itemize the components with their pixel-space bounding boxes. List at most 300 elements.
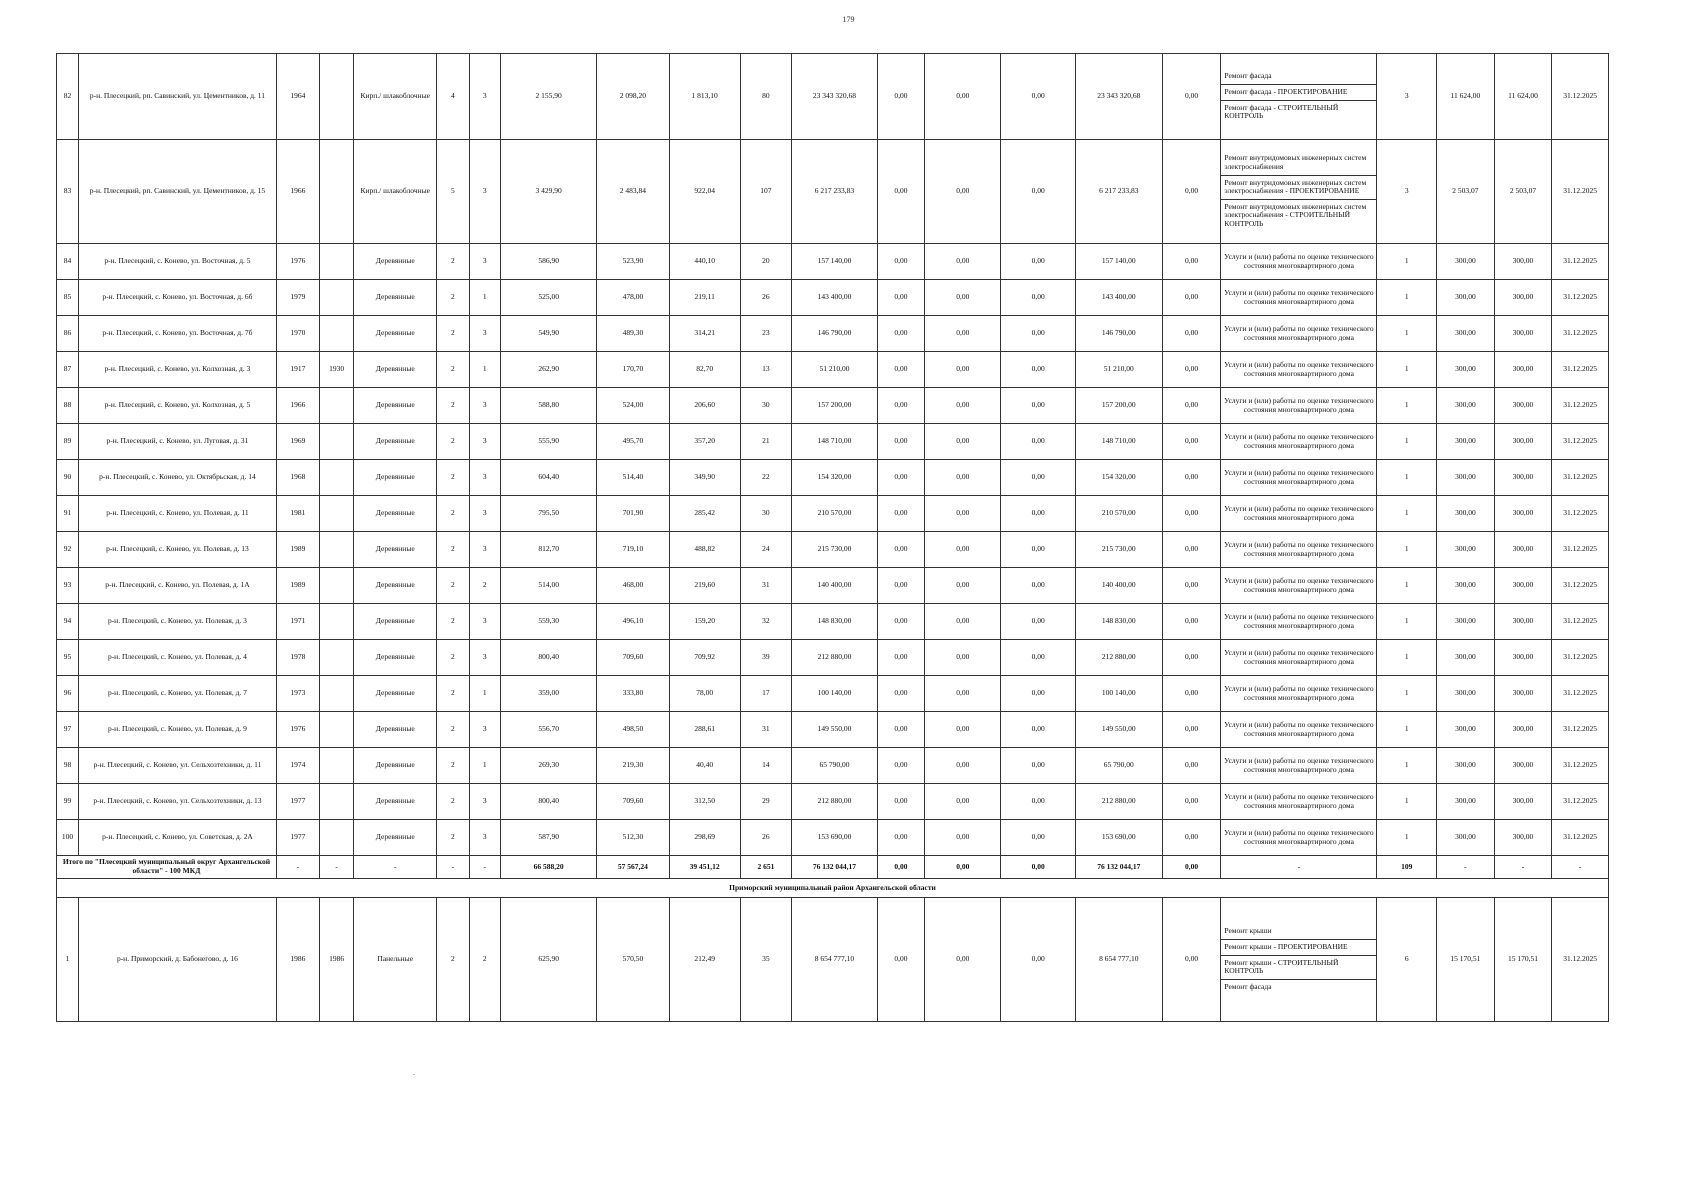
year-reconstr-cell	[319, 496, 354, 532]
fund-cell: 0,00	[877, 712, 924, 748]
year-built-cell: 1977	[276, 820, 319, 856]
address-cell: р-н. Плесецкий, с. Конево, ул. Колхозная, д. 5	[78, 388, 276, 424]
row-number: 84	[57, 244, 79, 280]
deadline-cell: 31.12.2025	[1552, 532, 1609, 568]
budget-local-cell: 0,00	[1001, 712, 1075, 748]
dash-cell: -	[319, 856, 354, 879]
dash-cell: -	[1494, 856, 1552, 879]
residents-cell: 20	[740, 244, 791, 280]
floors-cell: 2	[437, 676, 469, 712]
floors-cell: 2	[437, 820, 469, 856]
address-cell: р-н. Плесецкий, с. Конево, ул. Луговая, д. 31	[78, 424, 276, 460]
owners-cell: 23 343 320,68	[1075, 54, 1162, 140]
fund-cell: 0,00	[877, 676, 924, 712]
work-type-item: Ремонт фасада	[1221, 69, 1376, 85]
work-type-item: Ремонт фасада - СТРОИТЕЛЬНЫЙ КОНТРОЛЬ	[1224, 102, 1339, 121]
wall-cell: Деревянные	[354, 316, 437, 352]
floors-cell: 2	[437, 388, 469, 424]
year-built-cell: 1968	[276, 460, 319, 496]
row-number: 88	[57, 388, 79, 424]
area-residential-cell: 440,10	[669, 244, 740, 280]
table-row	[57, 820, 1609, 856]
table-row	[57, 676, 1609, 712]
deadline-cell: 31.12.2025	[1552, 898, 1609, 1022]
floors-cell: 2	[437, 496, 469, 532]
cost-total-cell: 148 830,00	[792, 604, 878, 640]
deadline-cell: 31.12.2025	[1552, 244, 1609, 280]
floors-cell: 2	[437, 244, 469, 280]
address-cell: р-н. Плесецкий, с. Конево, ул. Полевая, д. 9	[78, 712, 276, 748]
max-cost-cell: 300,00	[1494, 640, 1552, 676]
dash-cell: -	[1552, 856, 1609, 879]
area-residential-cell: 357,20	[669, 424, 740, 460]
work-type-cell: Услуги и (или) работы по оценке технического состояния многоквартирного дома	[1221, 640, 1377, 676]
cost-total-cell: 65 790,00	[792, 748, 878, 784]
deadline-cell: 31.12.2025	[1552, 820, 1609, 856]
address-cell: р-н. Плесецкий, с. Конево, ул. Колхозная, д. 3	[78, 352, 276, 388]
region-title: Приморский муниципальный район Архангельской области	[57, 879, 1609, 898]
floors-cell: 2	[437, 460, 469, 496]
area-residential-cell: 288,61	[669, 712, 740, 748]
other-cell: 0,00	[1162, 460, 1221, 496]
owners-cell: 146 790,00	[1075, 316, 1162, 352]
area-residential-cell: 206,60	[669, 388, 740, 424]
fund-cell: 0,00	[877, 316, 924, 352]
floors-cell: 2	[437, 712, 469, 748]
area-living-cell: 709,60	[597, 784, 669, 820]
wall-cell: Деревянные	[354, 460, 437, 496]
owners-cell: 212 880,00	[1075, 640, 1162, 676]
area-residential-cell: 219,11	[669, 280, 740, 316]
work-count-cell: 1	[1377, 388, 1437, 424]
table-row	[57, 784, 1609, 820]
area-total-cell: 359,00	[500, 676, 596, 712]
deadline-cell: 31.12.2025	[1552, 460, 1609, 496]
wall-cell: Деревянные	[354, 424, 437, 460]
work-type-item: Ремонт крыши - ПРОЕКТИРОВАНИЕ	[1221, 940, 1376, 956]
owners-cell: 8 654 777,10	[1075, 898, 1162, 1022]
area-total-cell: 3 429,90	[500, 140, 596, 244]
cost-total-cell: 51 210,00	[792, 352, 878, 388]
wall-cell: Кирп./ шлакоблочные	[354, 54, 437, 140]
unit-cost-cell: 300,00	[1437, 352, 1495, 388]
other-cell: 0,00	[1162, 388, 1221, 424]
budget-region-cell: 0,00	[925, 496, 1001, 532]
area-total-cell: 588,80	[500, 388, 596, 424]
max-cost-cell: 300,00	[1494, 712, 1552, 748]
work-type-cell	[1221, 140, 1377, 244]
unit-cost-cell: 300,00	[1437, 280, 1495, 316]
area-living-cell: 719,10	[597, 532, 669, 568]
other-cell: 0,00	[1162, 280, 1221, 316]
work-type-cell: Услуги и (или) работы по оценке технического состояния многоквартирного дома	[1221, 532, 1377, 568]
residents-cell: 35	[740, 898, 791, 1022]
wall-cell: Деревянные	[354, 532, 437, 568]
unit-cost-cell: 300,00	[1437, 604, 1495, 640]
table-row	[57, 388, 1609, 424]
area-living-cell: 170,70	[597, 352, 669, 388]
year-reconstr-cell	[319, 748, 354, 784]
year-built-cell: 1976	[276, 712, 319, 748]
table-row	[57, 280, 1609, 316]
budget-region-cell: 0,00	[925, 748, 1001, 784]
residents-cell: 26	[740, 280, 791, 316]
work-type-cell: Услуги и (или) работы по оценке технического состояния многоквартирного дома	[1221, 748, 1377, 784]
max-cost-cell: 300,00	[1494, 820, 1552, 856]
work-type-item: Ремонт внутридомовых инженерных систем электроснабжения	[1221, 151, 1376, 175]
area-living-cell: 524,00	[597, 388, 669, 424]
area-residential-cell: 82,70	[669, 352, 740, 388]
year-reconstr-cell	[319, 460, 354, 496]
floors-cell: 2	[437, 316, 469, 352]
work-type-cell: Услуги и (или) работы по оценке технического состояния многоквартирного дома	[1221, 280, 1377, 316]
row-number: 82	[57, 54, 79, 140]
area-residential-cell: 922,04	[669, 140, 740, 244]
unit-cost-cell: 300,00	[1437, 712, 1495, 748]
owners-cell: 210 570,00	[1075, 496, 1162, 532]
year-reconstr-cell	[319, 316, 354, 352]
row-number: 87	[57, 352, 79, 388]
fund-cell: 0,00	[877, 748, 924, 784]
deadline-cell: 31.12.2025	[1552, 424, 1609, 460]
year-built-cell: 1986	[276, 898, 319, 1022]
residents-cell: 14	[740, 748, 791, 784]
work-type-item: Ремонт фасада - ПРОЕКТИРОВАНИЕ	[1221, 85, 1376, 101]
area-residential-cell: 219,60	[669, 568, 740, 604]
budget-region-cell: 0,00	[925, 820, 1001, 856]
work-count-cell: 1	[1377, 784, 1437, 820]
other-cell: 0,00	[1162, 496, 1221, 532]
work-count-cell: 1	[1377, 496, 1437, 532]
year-built-cell: 1989	[276, 568, 319, 604]
max-cost-cell: 2 503,07	[1494, 140, 1552, 244]
budget-region-cell: 0,00	[925, 604, 1001, 640]
address-cell: р-н. Плесецкий, с. Конево, ул. Восточная, д. 7б	[78, 316, 276, 352]
fund-cell: 0,00	[877, 496, 924, 532]
work-count-cell: 1	[1377, 532, 1437, 568]
cost-total-cell: 140 400,00	[792, 568, 878, 604]
year-built-cell: 1974	[276, 748, 319, 784]
work-type-item: Ремонт крыши	[1221, 924, 1376, 940]
wall-cell: Кирп./ шлакоблочные	[354, 140, 437, 244]
area-total-cell: 587,90	[500, 820, 596, 856]
cost-total-cell: 8 654 777,10	[792, 898, 878, 1022]
entrances-cell: 3	[469, 532, 500, 568]
row-number: 86	[57, 316, 79, 352]
work-count-cell: 1	[1377, 640, 1437, 676]
dash-cell: -	[1221, 856, 1377, 879]
year-built-cell: 1966	[276, 388, 319, 424]
owners-cell: 212 880,00	[1075, 784, 1162, 820]
residents-cell: 32	[740, 604, 791, 640]
table-row	[57, 532, 1609, 568]
work-type-cell: Услуги и (или) работы по оценке технического состояния многоквартирного дома	[1221, 496, 1377, 532]
row-number: 99	[57, 784, 79, 820]
entrances-cell: 3	[469, 820, 500, 856]
residents-cell: 80	[740, 54, 791, 140]
year-built-cell: 1970	[276, 316, 319, 352]
area-residential-cell: 1 813,10	[669, 54, 740, 140]
residents-cell: 29	[740, 784, 791, 820]
stray-mark: .	[413, 1068, 415, 1077]
entrances-cell: 3	[469, 460, 500, 496]
row-number: 94	[57, 604, 79, 640]
address-cell: р-н. Плесецкий, рп. Савинский, ул. Цементников, д. 11	[78, 54, 276, 140]
unit-cost-cell: 2 503,07	[1437, 140, 1495, 244]
budget-local-cell: 0,00	[1001, 460, 1075, 496]
address-cell: р-н. Плесецкий, с. Конево, ул. Полевая, д. 1А	[78, 568, 276, 604]
area-residential-cell: 709,92	[669, 640, 740, 676]
owners-cell: 148 830,00	[1075, 604, 1162, 640]
wall-cell: Деревянные	[354, 280, 437, 316]
floors-cell: 2	[437, 604, 469, 640]
area-residential-cell: 159,20	[669, 604, 740, 640]
residents-cell: 30	[740, 388, 791, 424]
floors-cell: 4	[437, 54, 469, 140]
entrances-cell: 3	[469, 640, 500, 676]
table-row	[57, 748, 1609, 784]
deadline-cell: 31.12.2025	[1552, 140, 1609, 244]
fund-cell: 0,00	[877, 54, 924, 140]
fund-cell: 0,00	[877, 244, 924, 280]
budget-local-cell: 0,00	[1001, 532, 1075, 568]
budget-region-cell: 0,00	[925, 388, 1001, 424]
table-row	[57, 424, 1609, 460]
table-row	[57, 898, 1609, 1022]
budget-local-cell: 0,00	[1001, 640, 1075, 676]
budget-local-cell: 0,00	[1001, 898, 1075, 1022]
work-type-cell: Услуги и (или) работы по оценке технического состояния многоквартирного дома	[1221, 460, 1377, 496]
year-reconstr-cell: 1986	[319, 898, 354, 1022]
residents-cell: 24	[740, 532, 791, 568]
year-built-cell: 1971	[276, 604, 319, 640]
year-reconstr-cell	[319, 640, 354, 676]
dash-cell: -	[1437, 856, 1495, 879]
entrances-cell: 3	[469, 388, 500, 424]
table-row	[57, 140, 1609, 244]
max-cost-cell: 300,00	[1494, 424, 1552, 460]
budget-region-cell: 0,00	[925, 568, 1001, 604]
floors-cell: 2	[437, 568, 469, 604]
year-built-cell: 1964	[276, 54, 319, 140]
wall-cell: Деревянные	[354, 568, 437, 604]
budget-local-cell: 0,00	[1001, 244, 1075, 280]
table-row	[57, 54, 1609, 140]
budget-region-cell: 0,00	[925, 532, 1001, 568]
owners-cell: 154 320,00	[1075, 460, 1162, 496]
fund-cell: 0,00	[877, 140, 924, 244]
table-row	[57, 460, 1609, 496]
floors-cell: 5	[437, 140, 469, 244]
other-cell: 0,00	[1162, 898, 1221, 1022]
year-reconstr-cell	[319, 388, 354, 424]
area-total-cell: 559,30	[500, 604, 596, 640]
budget-region-cell: 0,00	[925, 280, 1001, 316]
year-built-cell: 1977	[276, 784, 319, 820]
wall-cell: Панельные	[354, 898, 437, 1022]
address-cell: р-н. Плесецкий, с. Конево, ул. Полевая, д. 3	[78, 604, 276, 640]
total-cost-total: 76 132 044,17	[792, 856, 878, 879]
year-reconstr-cell	[319, 424, 354, 460]
area-living-cell: 498,50	[597, 712, 669, 748]
table-row	[57, 568, 1609, 604]
table-row	[57, 496, 1609, 532]
owners-cell: 100 140,00	[1075, 676, 1162, 712]
area-total-cell: 269,30	[500, 748, 596, 784]
budget-local-cell: 0,00	[1001, 568, 1075, 604]
other-cell: 0,00	[1162, 784, 1221, 820]
unit-cost-cell: 300,00	[1437, 784, 1495, 820]
total-residents: 2 651	[740, 856, 791, 879]
area-total-cell: 525,00	[500, 280, 596, 316]
address-cell: р-н. Плесецкий, с. Конево, ул. Сельхозтехники, д. 11	[78, 748, 276, 784]
area-total-cell: 514,00	[500, 568, 596, 604]
total-budget-region: 0,00	[925, 856, 1001, 879]
unit-cost-cell: 300,00	[1437, 424, 1495, 460]
residents-cell: 31	[740, 568, 791, 604]
work-count-cell: 1	[1377, 460, 1437, 496]
row-number: 1	[57, 898, 79, 1022]
budget-local-cell: 0,00	[1001, 140, 1075, 244]
year-reconstr-cell	[319, 54, 354, 140]
max-cost-cell: 300,00	[1494, 568, 1552, 604]
budget-region-cell: 0,00	[925, 712, 1001, 748]
table-row	[57, 712, 1609, 748]
area-living-cell: 709,60	[597, 640, 669, 676]
year-built-cell: 1979	[276, 280, 319, 316]
deadline-cell: 31.12.2025	[1552, 54, 1609, 140]
unit-cost-cell: 300,00	[1437, 496, 1495, 532]
deadline-cell: 31.12.2025	[1552, 784, 1609, 820]
residents-cell: 26	[740, 820, 791, 856]
fund-cell: 0,00	[877, 280, 924, 316]
other-cell: 0,00	[1162, 820, 1221, 856]
year-built-cell: 1969	[276, 424, 319, 460]
year-reconstr-cell	[319, 568, 354, 604]
cost-total-cell: 157 140,00	[792, 244, 878, 280]
other-cell: 0,00	[1162, 640, 1221, 676]
entrances-cell: 1	[469, 676, 500, 712]
residents-cell: 31	[740, 712, 791, 748]
cost-total-cell: 146 790,00	[792, 316, 878, 352]
fund-cell: 0,00	[877, 568, 924, 604]
fund-cell: 0,00	[877, 532, 924, 568]
budget-region-cell: 0,00	[925, 460, 1001, 496]
work-type-cell: Услуги и (или) работы по оценке технического состояния многоквартирного дома	[1221, 424, 1377, 460]
budget-local-cell: 0,00	[1001, 820, 1075, 856]
owners-cell: 65 790,00	[1075, 748, 1162, 784]
other-cell: 0,00	[1162, 424, 1221, 460]
owners-cell: 51 210,00	[1075, 352, 1162, 388]
area-residential-cell: 298,69	[669, 820, 740, 856]
area-total-cell: 625,90	[500, 898, 596, 1022]
residents-cell: 30	[740, 496, 791, 532]
residents-cell: 23	[740, 316, 791, 352]
entrances-cell: 3	[469, 244, 500, 280]
other-cell: 0,00	[1162, 54, 1221, 140]
area-living-cell: 219,30	[597, 748, 669, 784]
table-body	[57, 54, 1609, 1022]
max-cost-cell: 300,00	[1494, 352, 1552, 388]
floors-cell: 2	[437, 784, 469, 820]
floors-cell: 2	[437, 532, 469, 568]
total-label: Итого по "Плесецкий муниципальный округ Архангельской области" - 100 МКД	[57, 856, 277, 879]
deadline-cell: 31.12.2025	[1552, 748, 1609, 784]
year-built-cell: 1966	[276, 140, 319, 244]
area-living-cell: 570,50	[597, 898, 669, 1022]
budget-region-cell: 0,00	[925, 244, 1001, 280]
work-count-cell: 1	[1377, 424, 1437, 460]
wall-cell: Деревянные	[354, 712, 437, 748]
fund-cell: 0,00	[877, 604, 924, 640]
entrances-cell: 3	[469, 140, 500, 244]
deadline-cell: 31.12.2025	[1552, 640, 1609, 676]
work-count-cell: 1	[1377, 316, 1437, 352]
unit-cost-cell: 300,00	[1437, 316, 1495, 352]
work-type-cell: Услуги и (или) работы по оценке технического состояния многоквартирного дома	[1221, 676, 1377, 712]
total-owners: 76 132 044,17	[1075, 856, 1162, 879]
work-type-cell: Услуги и (или) работы по оценке технического состояния многоквартирного дома	[1221, 604, 1377, 640]
area-total-cell: 556,70	[500, 712, 596, 748]
area-total-cell: 2 155,90	[500, 54, 596, 140]
area-total-cell: 795,50	[500, 496, 596, 532]
year-reconstr-cell	[319, 244, 354, 280]
work-count-cell: 1	[1377, 568, 1437, 604]
max-cost-cell: 300,00	[1494, 496, 1552, 532]
cost-total-cell: 210 570,00	[792, 496, 878, 532]
address-cell: р-н. Плесецкий, с. Конево, ул. Полевая, д. 13	[78, 532, 276, 568]
entrances-cell: 3	[469, 784, 500, 820]
year-built-cell: 1917	[276, 352, 319, 388]
budget-local-cell: 0,00	[1001, 784, 1075, 820]
max-cost-cell: 300,00	[1494, 748, 1552, 784]
area-residential-cell: 349,90	[669, 460, 740, 496]
max-cost-cell: 300,00	[1494, 244, 1552, 280]
area-residential-cell: 314,21	[669, 316, 740, 352]
unit-cost-cell: 300,00	[1437, 460, 1495, 496]
row-number: 83	[57, 140, 79, 244]
other-cell: 0,00	[1162, 244, 1221, 280]
fund-cell: 0,00	[877, 784, 924, 820]
unit-cost-cell: 300,00	[1437, 820, 1495, 856]
area-living-cell: 701,90	[597, 496, 669, 532]
other-cell: 0,00	[1162, 748, 1221, 784]
other-cell: 0,00	[1162, 568, 1221, 604]
region-row	[57, 879, 1609, 898]
budget-local-cell: 0,00	[1001, 676, 1075, 712]
entrances-cell: 3	[469, 496, 500, 532]
residents-cell: 21	[740, 424, 791, 460]
total-row	[57, 856, 1609, 879]
wall-cell: Деревянные	[354, 352, 437, 388]
budget-local-cell: 0,00	[1001, 388, 1075, 424]
area-living-cell: 496,10	[597, 604, 669, 640]
year-built-cell: 1978	[276, 640, 319, 676]
year-reconstr-cell	[319, 604, 354, 640]
entrances-cell: 3	[469, 316, 500, 352]
fund-cell: 0,00	[877, 424, 924, 460]
area-total-cell: 812,70	[500, 532, 596, 568]
address-cell: р-н. Плесецкий, с. Конево, ул. Советская, д. 2А	[78, 820, 276, 856]
year-built-cell: 1973	[276, 676, 319, 712]
table-row	[57, 352, 1609, 388]
wall-cell: Деревянные	[354, 244, 437, 280]
row-number: 100	[57, 820, 79, 856]
row-number: 90	[57, 460, 79, 496]
floors-cell: 2	[437, 640, 469, 676]
work-count-cell: 1	[1377, 604, 1437, 640]
wall-cell: Деревянные	[354, 640, 437, 676]
